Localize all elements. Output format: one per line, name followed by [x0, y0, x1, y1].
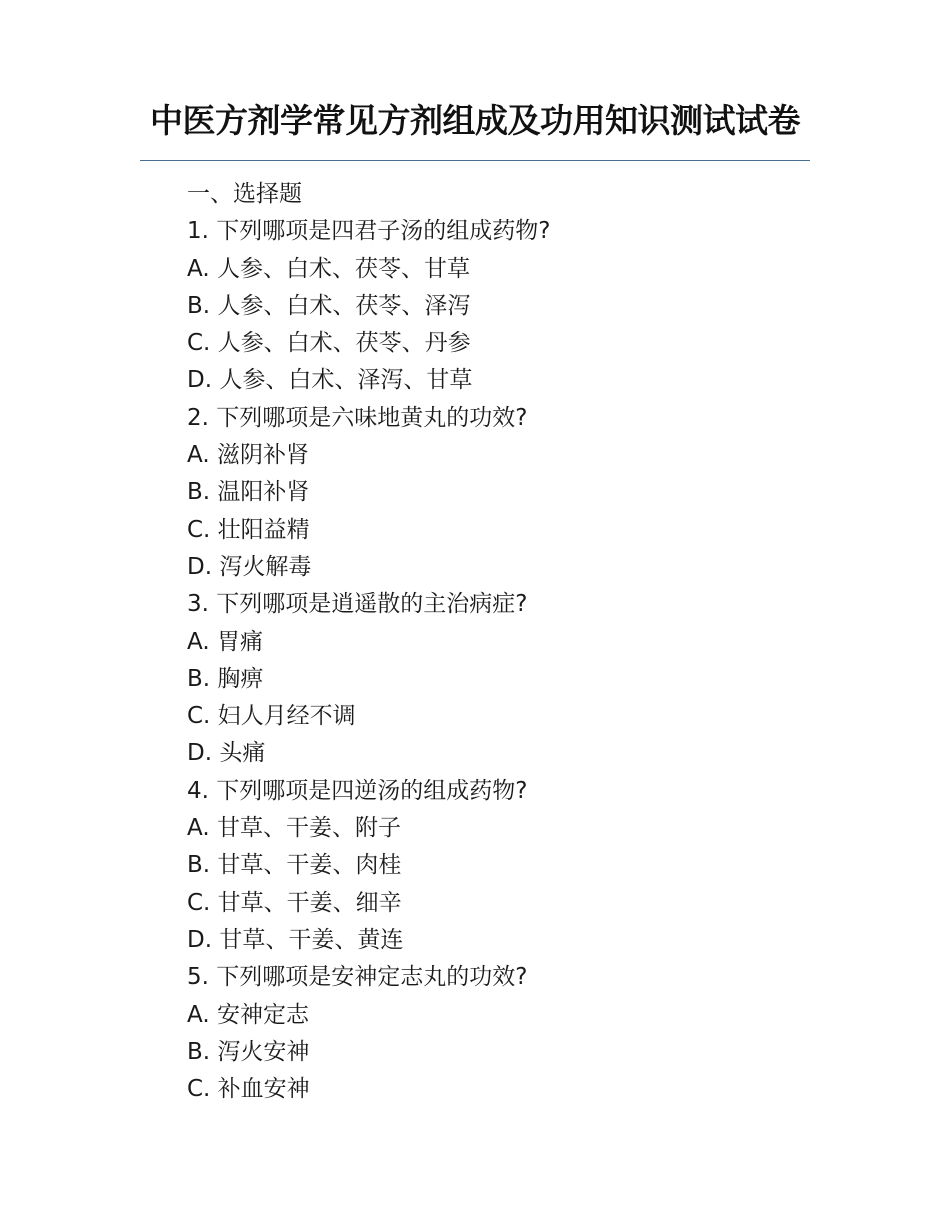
option-3b: B. 胸痹 — [187, 665, 264, 692]
option-5a: A. 安神定志 — [187, 1001, 309, 1028]
option-4a: A. 甘草、干姜、附子 — [187, 815, 401, 842]
question-list — [187, 176, 807, 1108]
question-2: 2. 下列哪项是六味地黄丸的功效? — [187, 404, 528, 431]
option-5c: C. 补血安神 — [187, 1076, 310, 1103]
option-2d: D. 泻火解毒 — [187, 553, 312, 580]
section-heading: 一、选择题 — [187, 181, 302, 207]
question-3: 3. 下列哪项是逍遥散的主治病症? — [187, 591, 528, 618]
question-1: 1. 下列哪项是四君子汤的组成药物? — [187, 218, 551, 245]
question-4: 4. 下列哪项是四逆汤的组成药物? — [187, 777, 528, 804]
option-5b: B. 泻火安神 — [187, 1038, 310, 1065]
option-1c: C. 人参、白术、茯苓、丹参 — [187, 330, 471, 357]
option-1d: D. 人参、白术、泽泻、甘草 — [187, 367, 473, 394]
option-3d: D. 头痛 — [187, 740, 266, 767]
option-2b: B. 温阳补肾 — [187, 479, 310, 506]
option-4c: C. 甘草、干姜、细辛 — [187, 889, 402, 916]
option-1b: B. 人参、白术、茯苓、泽泻 — [187, 292, 471, 319]
title-underline — [140, 160, 810, 161]
page-title: 中医方剂学常见方剂组成及功用知识测试试卷 — [150, 101, 800, 140]
option-3c: C. 妇人月经不调 — [187, 703, 356, 730]
option-2c: C. 壮阳益精 — [187, 516, 310, 543]
question-5: 5. 下列哪项是安神定志丸的功效? — [187, 964, 528, 991]
option-1a: A. 人参、白术、茯苓、甘草 — [187, 255, 470, 282]
option-4b: B. 甘草、干姜、肉桂 — [187, 852, 402, 879]
option-2a: A. 滋阴补肾 — [187, 442, 309, 469]
option-3a: A. 胃痛 — [187, 628, 263, 655]
option-4d: D. 甘草、干姜、黄连 — [187, 926, 404, 953]
